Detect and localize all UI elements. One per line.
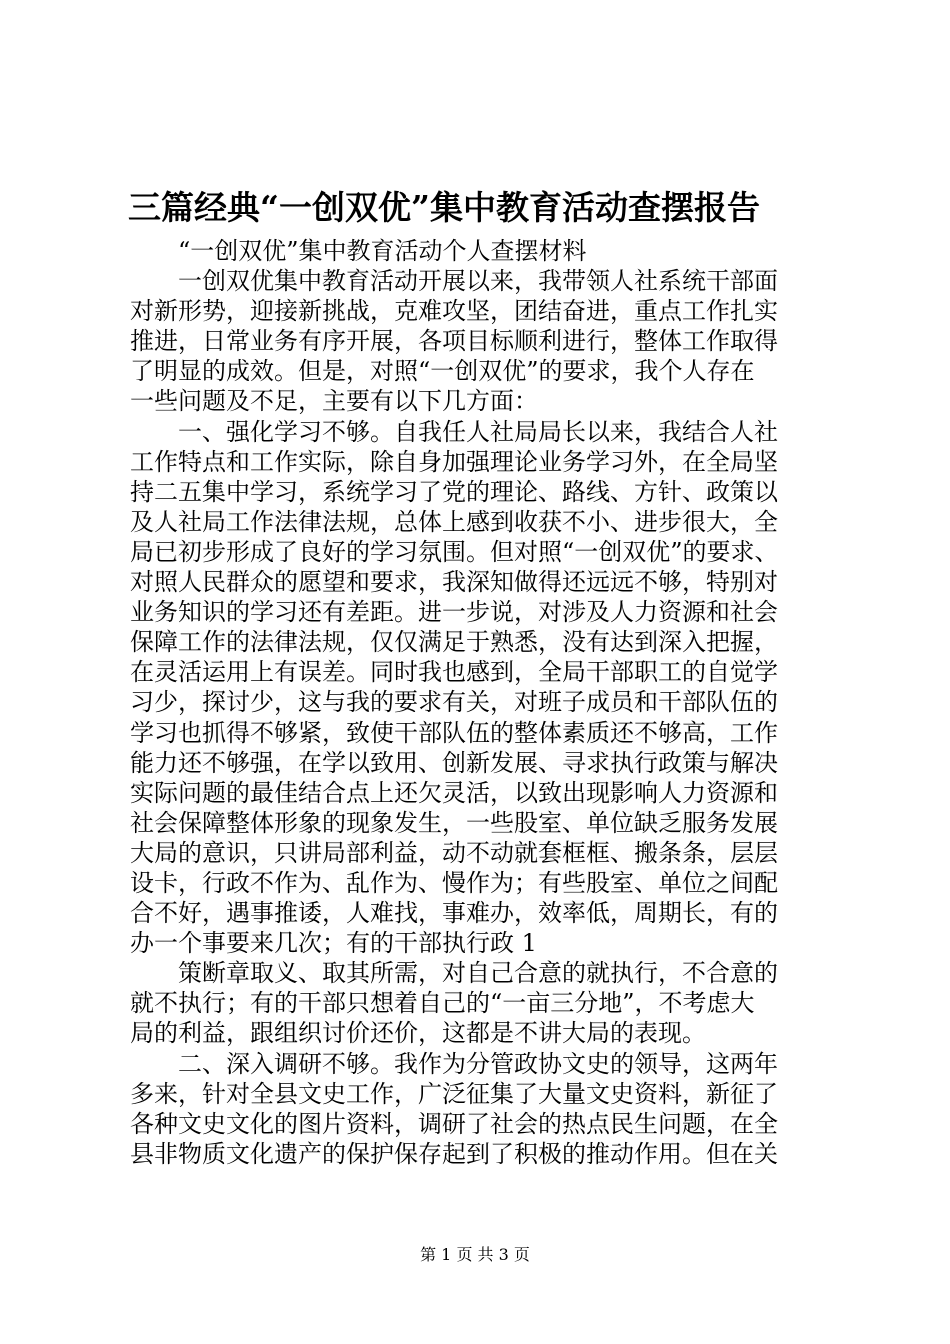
text-line: 在灵活运用上有误差。同时我也感到，全局干部职工的自觉学	[130, 658, 778, 687]
text-line: “一创双优”集中教育活动个人查摆材料	[178, 237, 587, 265]
text-line: 社会保障整体形象的现象发生，一些股室、单位缺乏服务发展	[130, 808, 778, 837]
text-line: 局已初步形成了良好的学习氛围。但对照“一创双优”的要求、	[130, 537, 779, 566]
text-line: 工作特点和工作实际，除自身加强理论业务学习外，在全局坚	[130, 447, 778, 476]
text-line: 合不好，遇事推诿，人难找，事难办，效率低，周期长，有的	[130, 899, 778, 928]
document-body	[130, 236, 830, 1169]
text-line: 习少，探讨少，这与我的要求有关，对班子成员和干部队伍的	[130, 688, 778, 717]
document-title: 三篇经典“一创双优”集中教育活动查摆报告	[128, 188, 760, 227]
text-line: 推进，日常业务有序开展，各项目标顺利进行，整体工作取得	[130, 327, 778, 356]
text-line: 了明显的成效。但是，对照“一创双优”的要求，我个人存在	[130, 357, 755, 386]
text-line: 一、强化学习不够。自我任人社局局长以来，我结合人社	[178, 417, 778, 446]
text-line: 持二五集中学习，系统学习了党的理论、路线、方针、政策以	[130, 477, 778, 506]
text-line: 一创双优集中教育活动开展以来，我带领人社系统干部面	[178, 267, 778, 296]
text-line: 对照人民群众的愿望和要求，我深知做得还远远不够，特别对	[130, 568, 778, 597]
text-line: 策断章取义、取其所需，对自己合意的就执行，不合意的	[178, 959, 778, 988]
text-line: 大局的意识，只讲局部利益，动不动就套框框、搬条条，层层	[130, 838, 778, 867]
text-line: 二、深入调研不够。我作为分管政协文史的领导，这两年	[178, 1049, 778, 1078]
text-line: 对新形势，迎接新挑战，克难攻坚，团结奋进，重点工作扎实	[130, 297, 778, 326]
text-line: 县非物质文化遗产的保护保存起到了积极的推动作用。但在关	[130, 1139, 778, 1168]
text-line: 办一个事要来几次；有的干部执行政 1	[130, 929, 537, 958]
text-line: 各种文史文化的图片资料，调研了社会的热点民生问题，在全	[130, 1109, 778, 1138]
text-line: 能力还不够强，在学以致用、创新发展、寻求执行政策与解决	[130, 748, 778, 777]
text-line: 学习也抓得不够紧，致使干部队伍的整体素质还不够高，工作	[130, 718, 778, 747]
text-line: 就不执行；有的干部只想着自己的“一亩三分地”，不考虑大	[130, 989, 755, 1018]
text-line: 局的利益，跟组织讨价还价，这都是不讲大局的表现。	[130, 1019, 706, 1048]
text-line: 设卡，行政不作为、乱作为、慢作为；有些股室、单位之间配	[130, 868, 778, 897]
text-line: 及人社局工作法律法规，总体上感到收获不小、进步很大，全	[130, 507, 778, 536]
text-line: 实际问题的最佳结合点上还欠灵活，以致出现影响人力资源和	[130, 778, 778, 807]
text-line: 一些问题及不足，主要有以下几方面：	[130, 387, 538, 416]
text-line: 业务知识的学习还有差距。进一步说，对涉及人力资源和社会	[130, 598, 778, 627]
text-line: 多来，针对全县文史工作，广泛征集了大量文史资料，新征了	[130, 1079, 778, 1108]
page-footer: 第 1 页 共 3 页	[420, 1245, 530, 1264]
text-line: 保障工作的法律法规，仅仅满足于熟悉，没有达到深入把握，	[130, 628, 778, 657]
